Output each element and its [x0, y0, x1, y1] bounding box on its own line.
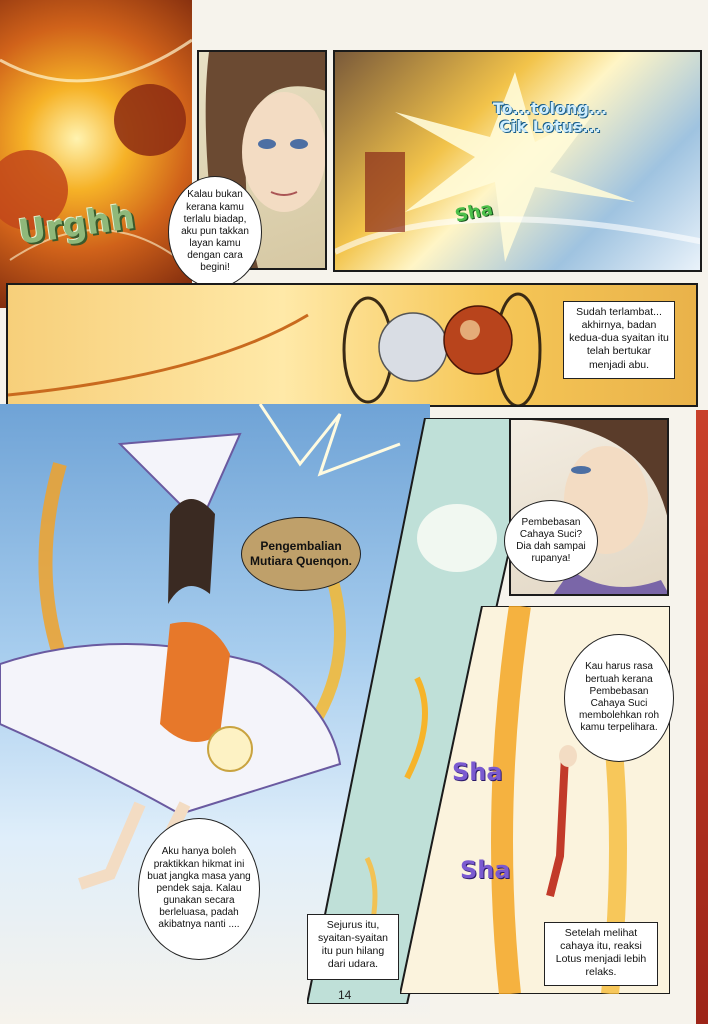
panel-lightning-attack — [333, 50, 702, 272]
page-edge-strip — [696, 410, 708, 1024]
page-number: 14 — [338, 988, 352, 1002]
speech-bubble-pengembalian: Pengembalian Mutiara Quenqon. — [241, 517, 361, 591]
panel-explosion — [0, 0, 192, 308]
sfx-sha-lightning: Sha — [453, 198, 495, 227]
caption-lotus-relaxed: Setelah melihat cahaya itu, reaksi Lotus menjadi lebih relaks. — [544, 922, 658, 986]
caption-too-late: Sudah terlambat... akhirnya, badan kedua-dua syaitan itu telah bertukar menjadi abu. — [563, 301, 675, 379]
sfx-urghh: Urghh — [15, 197, 138, 253]
speech-bubble-bertuah: Kau harus rasa bertuah kerana Pembebasan Cahaya Suci membolehkan roh kamu terpelihara. — [564, 634, 674, 762]
lightning-art — [335, 52, 702, 272]
speech-bubble-hikmat: Aku hanya boleh praktikkan hikmat ini buat jangka masa yang pendek saja. Kalau gunakan secara berleluasa, padah akibatnya nanti .... — [138, 818, 260, 960]
caption-vanished: Sejurus itu, syaitan-syaitan itu pun hilang dari udara. — [307, 914, 399, 980]
explosion-art — [0, 0, 192, 308]
speech-bubble-pembebasan: Pembebasan Cahaya Suci? Dia dah sampai rupanya! — [504, 500, 598, 582]
sfx-tolong: To...tolong... Cik Lotus... — [492, 99, 608, 137]
sfx-sha-1: Sha — [452, 758, 503, 786]
speech-bubble-lotus-warning: Kalau bukan kerana kamu terlalu biadap, aku pun takkan layan kamu dengan cara begini! — [168, 176, 262, 288]
sfx-sha-2: Sha — [460, 856, 511, 884]
